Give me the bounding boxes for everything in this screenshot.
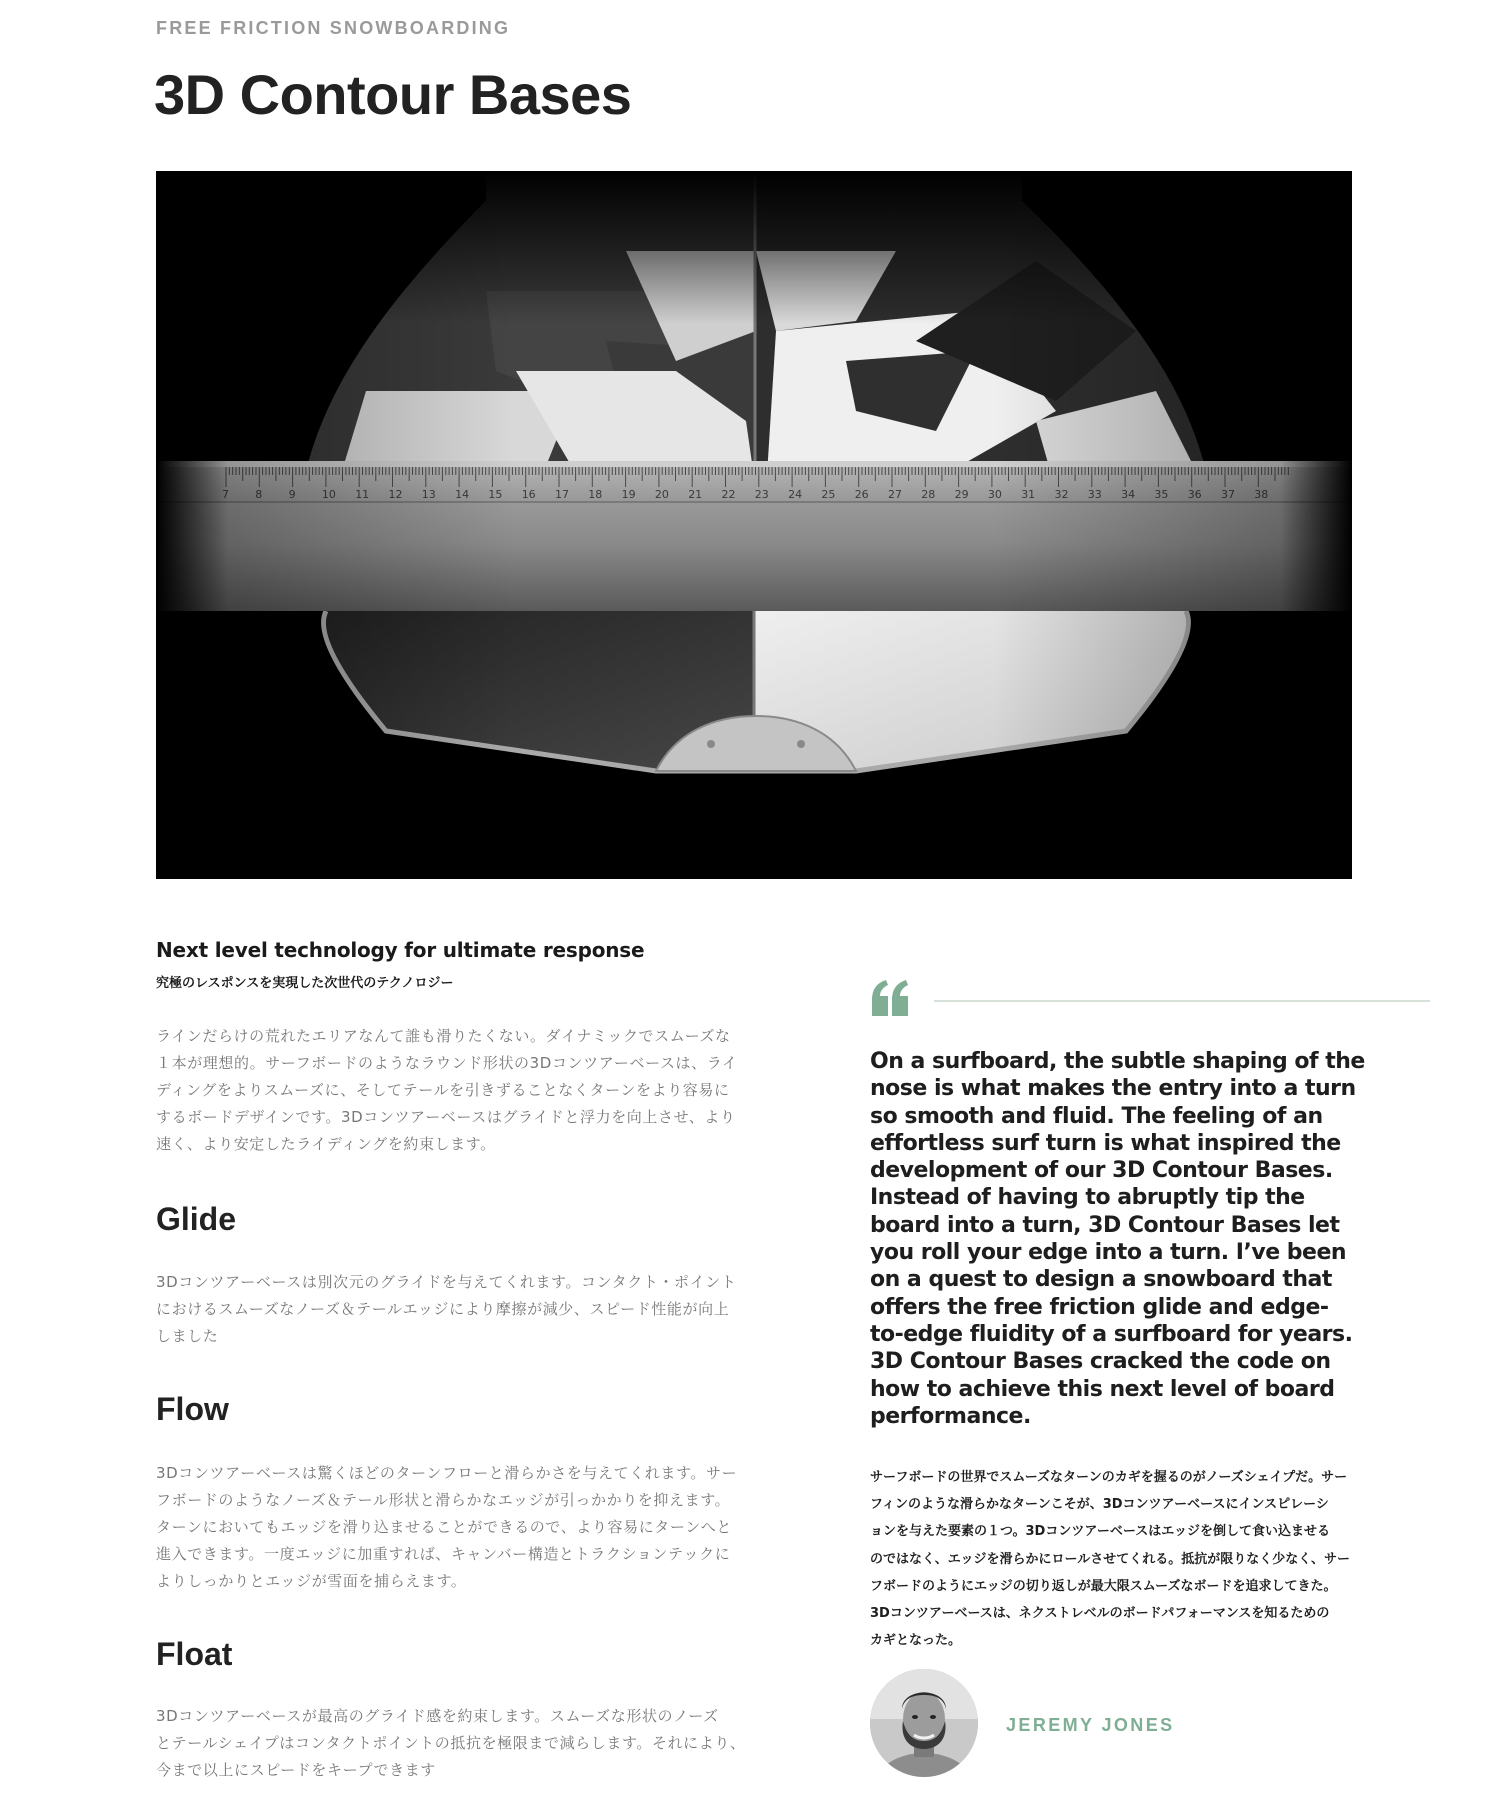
quote-ja-line: ョンを与えた要素の１つ。3Dコンツアーベースはエッジを倒して食い込ませる (870, 1524, 1331, 1540)
quote-line: 3D Contour Bases cracked the code on (870, 1349, 1331, 1375)
flow-body-line: フボードのようなノーズ＆テール形状と滑らかなエッジが引っかかりを抑えます。 (156, 1491, 731, 1509)
section-title-flow: Flow (156, 1391, 229, 1427)
quote-ja-line: フボードのようにエッジの切り返しが最大限スムーズなボードを追求してきた。 (870, 1578, 1337, 1594)
glide-body-line: 3Dコンツアーベースは別次元のグライドを与えてくれます。コンタクト・ポイント (156, 1273, 737, 1291)
intro-heading-en: Next level technology for ultimate response (156, 938, 645, 962)
page-title: 3D Contour Bases (154, 63, 632, 126)
quote-divider (934, 1000, 1430, 1002)
glide-body-line: におけるスムーズなノーズ＆テールエッジにより摩擦が減少、スピード性能が向上 (156, 1300, 730, 1318)
intro-body-line: １本が理想的。サーフボードのようなラウンド形状の3Dコンツアーベースは、ライ (156, 1054, 738, 1072)
quote-text (870, 1048, 1370, 1430)
intro-body-line: ラインだらけの荒れたエリアなんて誰も滑りたくない。ダイナミックでスムーズな (156, 1027, 731, 1045)
section-body-glide (156, 1269, 756, 1350)
flow-body-line: 進入できます。一度エッジに加重すれば、キャンバー構造とトラクションテックに (156, 1545, 731, 1563)
section-body-flow (156, 1460, 756, 1595)
quote-line: offers the free friction glide and edge- (870, 1294, 1329, 1320)
quote-line: effortless surf turn is what inspired the (870, 1130, 1341, 1156)
intro-body-line: 速く、より安定したライディングを約束します。 (156, 1135, 496, 1153)
intro-body (156, 1023, 756, 1158)
flow-body-line: よりしっかりとエッジが雪面を捕らえます。 (156, 1572, 467, 1590)
intro-heading-ja: 究極のレスポンスを実現した次世代のテクノロジー (156, 976, 454, 991)
flow-body-line: ターンにおいてもエッジを滑り込ませることができるので、より容易にターンへと (156, 1518, 733, 1536)
glide-body-line: しました (156, 1327, 219, 1345)
float-body-line: とテールシェイプはコンタクトポイントの抵抗を極限まで減らします。それにより、 (156, 1734, 746, 1752)
intro-body-line: ディングをよりスムーズに、そしてテールを引きずることなくターンをより容易に (156, 1081, 730, 1099)
quote-ja-line: フィンのような滑らかなターンこそが、3Dコンツアーベースにインスピレーシ (870, 1497, 1329, 1513)
quote-ja-line: のではなく、エッジを滑らかにロールさせてくれる。抵抗が限りなく少なく、サー (870, 1551, 1350, 1567)
quote-line: on a quest to design a snowboard that (870, 1267, 1332, 1293)
quote-icon (870, 980, 910, 1016)
hero-image (156, 171, 1352, 879)
quote-line: nose is what makes the entry into a turn (870, 1076, 1356, 1102)
quote-ja-line: サーフボードの世界でスムーズなターンのカギを握るのがノーズシェイプだ。サー (870, 1470, 1348, 1485)
eyebrow-label: FREE FRICTION SNOWBOARDING (156, 18, 511, 38)
author-name: JEREMY JONES (1006, 1715, 1175, 1735)
quote-ja-line: 3Dコンツアーベースは、ネクストレベルのボードパフォーマンスを知るための (870, 1606, 1330, 1622)
quote-author (870, 1669, 1370, 1779)
quote-line: development of our 3D Contour Bases. (870, 1158, 1333, 1184)
quote-line: board into a turn, 3D Contour Bases let (870, 1212, 1340, 1238)
float-body-line: 3Dコンツアーベースが最高のグライド感を約束します。スムーズな形状のノーズ (156, 1707, 719, 1725)
author-avatar (870, 1669, 978, 1777)
section-title-float: Float (156, 1636, 233, 1672)
intro-body-line: するボードデザインです。3Dコンツアーベースはグライドと浮力を向上させ、より (156, 1108, 736, 1126)
quote-text-ja (870, 1464, 1370, 1654)
quote-line: Instead of having to abruptly tip the (870, 1185, 1305, 1211)
section-body-float (156, 1703, 756, 1784)
left-column (156, 938, 756, 1779)
quote-line: how to achieve this next level of board (870, 1376, 1335, 1402)
flow-body-line: 3Dコンツアーベースは驚くほどのターンフローと滑らかさを与えてくれます。サー (156, 1464, 738, 1482)
quote-ja-line: カギとなった。 (870, 1633, 962, 1649)
quote-line: so smooth and fluid. The feeling of an (870, 1103, 1323, 1129)
quote-line: performance. (870, 1403, 1031, 1429)
quote-line: to-edge fluidity of a surfboard for years. (870, 1321, 1353, 1347)
float-body-line: 今まで以上にスピードをキープできます (156, 1761, 436, 1779)
section-title-glide: Glide (156, 1201, 237, 1237)
quote-line: you roll your edge into a turn. I’ve been (870, 1240, 1347, 1266)
quote-line: On a surfboard, the subtle shaping of the (870, 1049, 1365, 1074)
